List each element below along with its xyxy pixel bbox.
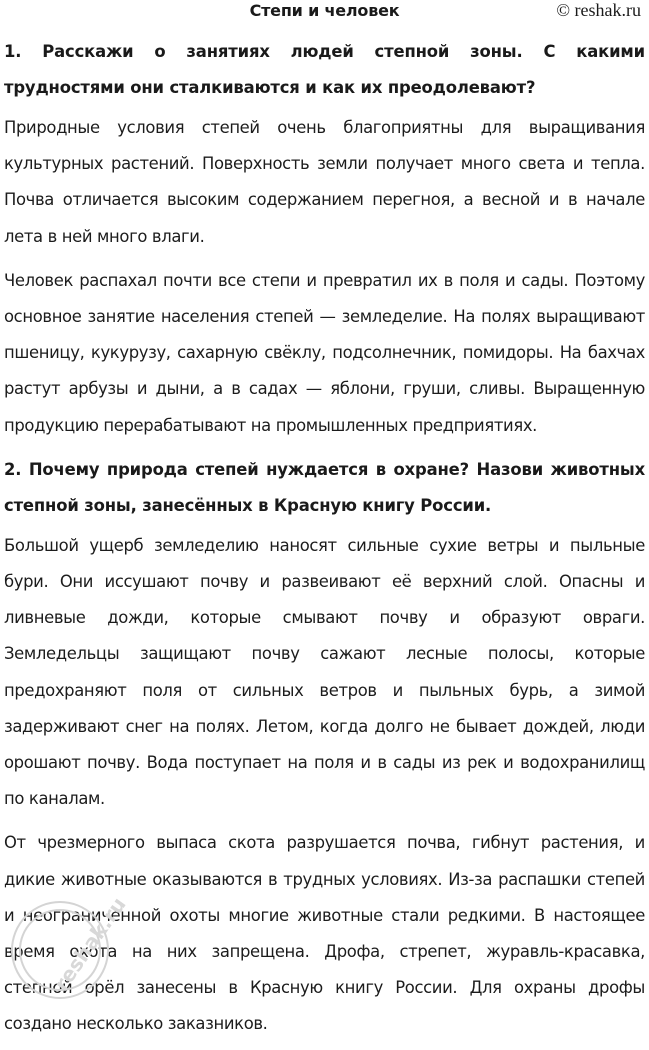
- page-title: Степи и человек: [249, 1, 400, 20]
- answer-paragraph-2: Человек распахал почти все степи и превратил их в поля и сады. Поэтому основное занятие населения степей — земледелие. На полях выращивают пшеницу, кукурузу, сахарную свёклу, подсолнечник, помидоры. На бахчах растут арбузы и дыни, а в садах — яблони, груши, сливы. Выращенную продукцию перерабатывают на промышленных предприятиях.: [4, 270, 645, 435]
- question-2: 2. Почему природа степей нуждается в охране? Назови животных степной зоны, занесённых в Красную книгу России.: [4, 459, 645, 515]
- question-1: 1. Расскажи о занятиях людей степной зоны. С какими трудностями они сталкиваются и как их преодолевают?: [4, 42, 645, 97]
- answer-paragraph-1: Природные условия степей очень благоприятны для выращивания культурных растений. Поверхность земли получает много света и тепла. Почва отличается высоким содержанием перегноя, а весной и в начале лета в ней много влаги.: [4, 118, 645, 246]
- answer-paragraph-4: От чрезмерного выпаса скота разрушается почва, гибнут растения, и дикие животные оказываются в трудных условиях. Из-за распашки степей и неограниченной охоты многие животные стали редкими. В настоящее время охота на них запрещена. Дрофа, стрепет, журавль-красавка, степной орёл занесены в Красную книгу России. Для охраны дрофы создано несколько заказников.: [4, 833, 645, 1034]
- site-credit[interactable]: © reshak.ru: [556, 0, 641, 20]
- page-header: [4, 0, 645, 26]
- answer-paragraph-3: Большой ущерб земледелию наносят сильные сухие ветры и пыльные бури. Они иссушают почву и развеивают её верхний слой. Опасны и ливневые дожди, которые смывают почву и образуют овраги. Земледельцы защищают почву сажают лесные полосы, которые предохраняют поля от сильных ветров и пыльных бурь, а зимой задерживают снег на полях. Летом, когда долго не бывает дождей, люди орошают почву. Вода поступает на поля и в сады из рек и водохранилищ по каналам.: [4, 535, 645, 809]
- watermark-text: reshak.ru: [49, 892, 131, 996]
